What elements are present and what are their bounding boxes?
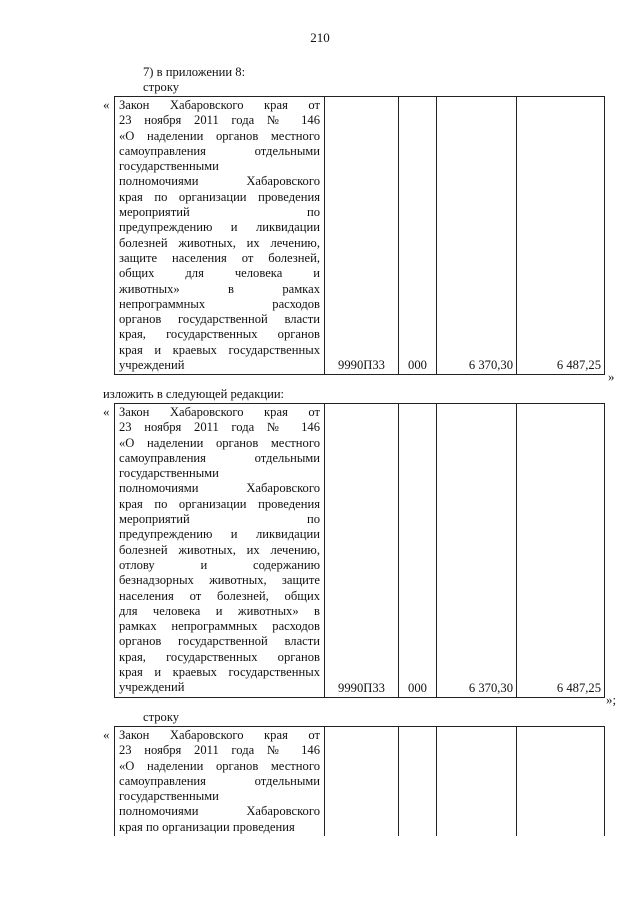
description-line: Закон Хабаровского края от xyxy=(119,728,320,742)
description-line: государственными xyxy=(119,789,219,804)
description-line: безнадзорных животных, защите xyxy=(119,573,320,588)
row-description-old xyxy=(115,97,325,375)
description-line: края и краевых государственных xyxy=(119,665,320,680)
description-line: края по организации проведения xyxy=(119,189,320,204)
description-line: края, государственных органов xyxy=(119,327,320,342)
intro-item: 7) в приложении 8: xyxy=(143,65,246,79)
description-line: края по организации проведения xyxy=(119,496,320,511)
description-line: болезней животных, их лечению, xyxy=(119,235,320,250)
description-line: органов государственной власти xyxy=(119,634,320,649)
description-line: учреждений xyxy=(119,680,185,695)
quote-open-1: « xyxy=(103,97,110,112)
description-line: предупреждению и ликвидации xyxy=(119,220,320,235)
new-edition-label: изложить в следующей редакции: xyxy=(103,387,285,401)
description-line: животных» в рамках xyxy=(119,281,320,296)
quote-open-3: « xyxy=(103,727,110,742)
description-line: «О наделении органов местного xyxy=(119,758,320,773)
description-lines-new xyxy=(119,405,320,696)
row-description-next xyxy=(115,727,325,837)
description-line: болезней животных, их лечению, xyxy=(119,542,320,557)
target-code-old: 9990П33 xyxy=(325,97,399,375)
sum-year1-old: 6 370,30 xyxy=(437,97,517,375)
budget-row-table-old xyxy=(114,96,605,375)
description-line: государственными xyxy=(119,466,219,481)
description-line: самоуправления отдельными xyxy=(119,450,320,465)
description-line: предупреждению и ликвидации xyxy=(119,527,320,542)
quote-open-2: « xyxy=(103,404,110,419)
description-line: самоуправления отдельными xyxy=(119,143,320,158)
description-line: края, государственных органов xyxy=(119,649,320,664)
expense-group-next xyxy=(399,727,437,837)
row-word-2: строку xyxy=(143,710,180,724)
row-description-new xyxy=(115,404,325,698)
description-line: полномочиями Хабаровского xyxy=(119,174,320,189)
description-line: рамках непрограммных расходов xyxy=(119,619,320,634)
description-line: Закон Хабаровского края от xyxy=(119,405,320,419)
budget-row-table-new xyxy=(114,403,605,698)
page-number: 210 xyxy=(310,30,330,45)
description-lines-next xyxy=(119,728,320,835)
description-line: для человека и животных» в xyxy=(119,603,320,618)
description-line: отлову и содержанию xyxy=(119,557,320,572)
description-line: полномочиями Хабаровского xyxy=(119,804,320,819)
description-line: края по организации проведения xyxy=(119,819,295,834)
description-line: непрограммных расходов xyxy=(119,296,320,311)
expense-group-old: 000 xyxy=(399,97,437,375)
description-line: органов государственной власти xyxy=(119,312,320,327)
description-line: Закон Хабаровского края от xyxy=(119,98,320,112)
description-line: общих для человека и xyxy=(119,266,320,281)
budget-row-table-next xyxy=(114,726,605,836)
description-line: «О наделении органов местного xyxy=(119,128,320,143)
quote-close-1: » xyxy=(608,369,615,384)
expense-group-new: 000 xyxy=(399,404,437,698)
description-line: полномочиями Хабаровского xyxy=(119,481,320,496)
intro-row-word: строку xyxy=(143,80,180,94)
description-line: защите населения от болезней, xyxy=(119,250,320,265)
sum-year1-new: 6 370,30 xyxy=(437,404,517,698)
target-code-next xyxy=(325,727,399,837)
description-line: населения от болезней, общих xyxy=(119,588,320,603)
description-line: 23 ноября 2011 года № 146 xyxy=(119,743,320,758)
description-line: мероприятий по xyxy=(119,512,320,527)
description-line: учреждений xyxy=(119,358,185,373)
sum-year2-new: 6 487,25 xyxy=(517,404,605,698)
description-line: 23 ноября 2011 года № 146 xyxy=(119,113,320,128)
description-line: самоуправления отдельными xyxy=(119,773,320,788)
target-code-new: 9990П33 xyxy=(325,404,399,698)
description-line: «О наделении органов местного xyxy=(119,435,320,450)
description-line: мероприятий по xyxy=(119,205,320,220)
description-lines-old xyxy=(119,98,320,373)
description-line: 23 ноября 2011 года № 146 xyxy=(119,420,320,435)
sum-year2-old: 6 487,25 xyxy=(517,97,605,375)
sum-year2-next xyxy=(517,727,605,837)
sum-year1-next xyxy=(437,727,517,837)
description-line: края и краевых государственных xyxy=(119,342,320,357)
description-line: государственными xyxy=(119,159,219,174)
quote-close-2: »; xyxy=(606,692,617,707)
